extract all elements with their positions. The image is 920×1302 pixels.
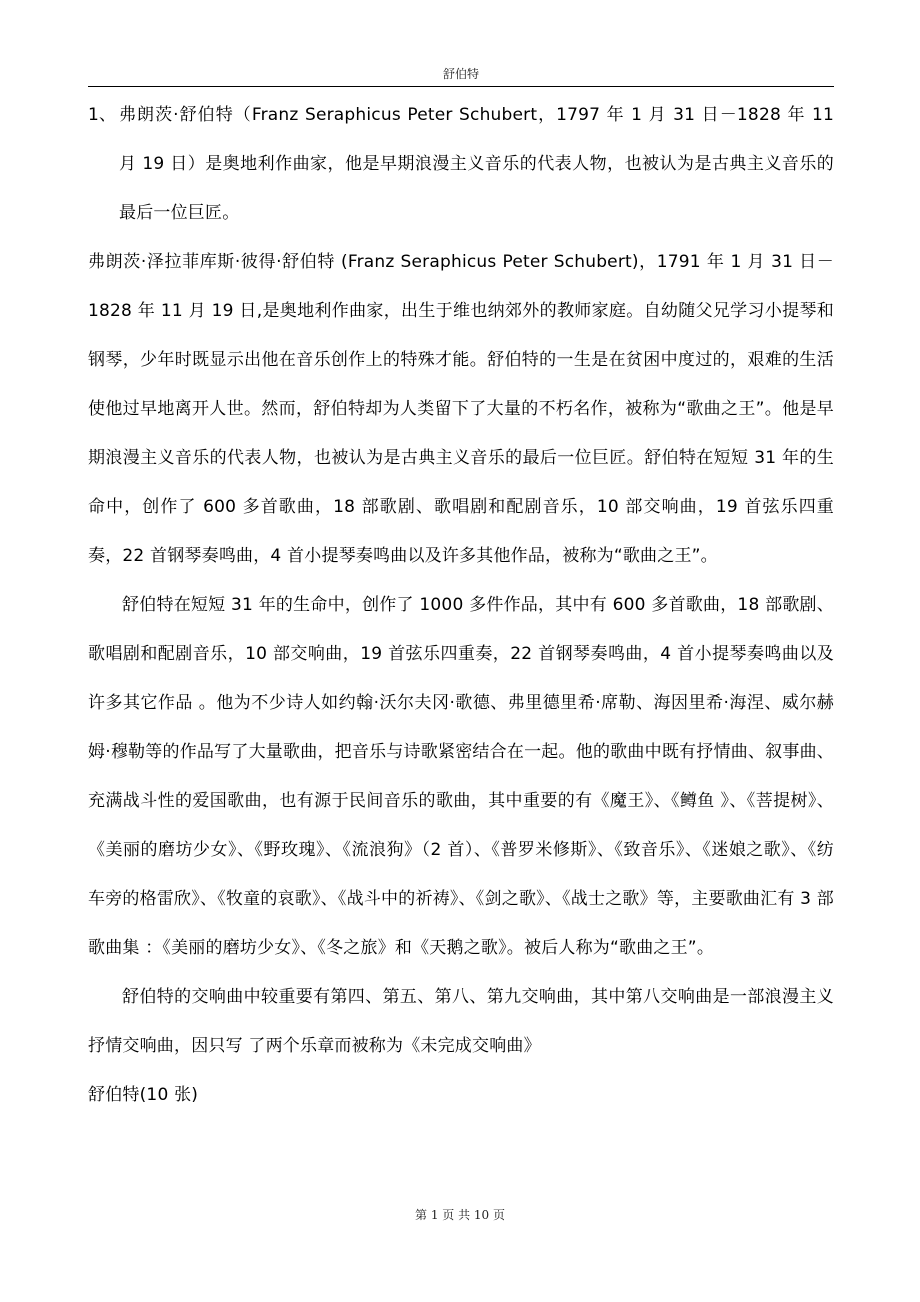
paragraph-image-caption: 舒伯特(10 张) <box>88 1085 199 1105</box>
list-item-1 <box>88 91 834 238</box>
page-header <box>88 66 834 87</box>
page-footer <box>0 1207 920 1223</box>
paragraph-biography: 弗朗茨·泽拉菲库斯·彼得·舒伯特 (Franz Seraphicus Peter Schubert)，1791 年 1 月 31 日－1828 年 11 月 19 日,是奥地利作曲家，出生于维也纳郊外的教师家庭。自幼随父兄学习小提琴和钢琴，少年时既显示出他在音乐创作上的特殊才能。舒伯特的一生是在贫困中度过的，艰难的生活使他过早地离开人世。然而，舒伯特却为人类留下了大量的不朽名作，被称为“歌曲之王”。他是早期浪漫主义音乐的代表人物，也被认为是古典主义音乐的最后一位巨匠。舒伯特在短短 31 年的生命中，创作了 600 多首歌曲，18 部歌剧、歌唱剧和配剧音乐，10 部交响曲，19 首弦乐四重奏，22 首钢琴奏鸣曲，4 首小提琴奏鸣曲以及许多其他作品，被称为“歌曲之王”。 <box>88 252 834 566</box>
list-item-marker: 1、 <box>88 105 117 125</box>
document-body <box>88 91 834 1120</box>
list-item-text: 弗朗茨·舒伯特（Franz Seraphicus Peter Schubert，1797 年 1 月 31 日－1828 年 11 月 19 日）是奥地利作曲家，他是早期浪漫主义音乐的代表人物，也被认为是古典主义音乐的最后一位巨匠。 <box>119 105 834 223</box>
paragraph-works: 舒伯特在短短 31 年的生命中，创作了 1000 多件作品，其中有 600 多首歌曲，18 部歌剧、歌唱剧和配剧音乐，10 部交响曲，19 首弦乐四重奏，22 首钢琴奏鸣曲，4 首小提琴奏鸣曲以及许多其它作品 。他为不少诗人如约翰·沃尔夫冈·歌德、弗里德里希·席勒、海因里希·海涅、威尔赫姆·穆勒等的作品写了大量歌曲，把音乐与诗歌紧密结合在一起。他的歌曲中既有抒情曲、叙事曲、充满战斗性的爱国歌曲，也有源于民间音乐的歌曲，其中重要的有《魔王》、《鳟鱼 》、《菩提树》、《美丽的磨坊少女》、《野玫瑰》、《流浪狗》（2 首）、《普罗米修斯》、《致音乐》、《迷娘之歌》、《纺车旁的格雷欣》、《牧童的哀歌》、《战斗中的祈祷》、《剑之歌》、《战士之歌》等，主要歌曲汇有 3 部歌曲集 ：《美丽的磨坊少女》、《冬之旅》和《天鹅之歌》。被后人称为“歌曲之王”。 <box>88 595 834 958</box>
header-title: 舒伯特 <box>442 67 479 81</box>
page-number: 第 1 页 共 10 页 <box>415 1208 505 1222</box>
paragraph-symphonies: 舒伯特的交响曲中较重要有第四、第五、第八、第九交响曲，其中第八交响曲是一部浪漫主义抒情交响曲，因只写 了两个乐章而被称为《未完成交响曲》 <box>88 987 834 1056</box>
